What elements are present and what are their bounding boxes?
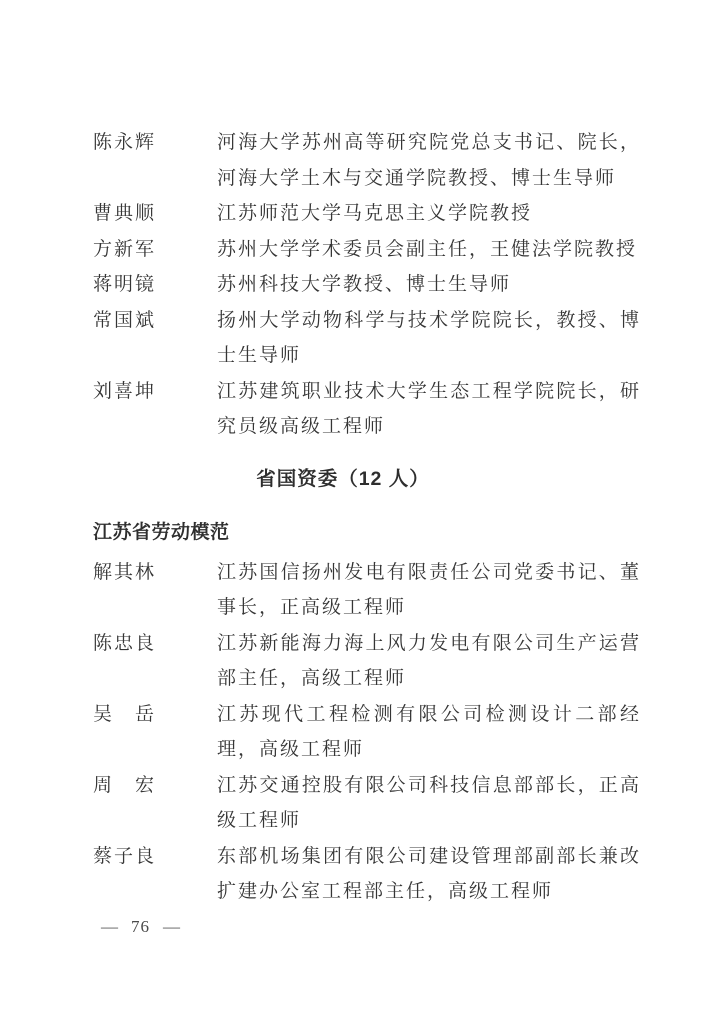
- person-name: 陈永辉: [93, 132, 157, 153]
- list-item: [93, 768, 641, 839]
- person-name: 蒋明镜: [93, 274, 157, 295]
- list-item: [93, 196, 641, 232]
- list-item: [93, 697, 641, 768]
- person-name: 刘喜坤: [93, 380, 157, 402]
- person-title: 河海大学苏州高等研究院党总支书记、院长，河海大学土木与交通学院教授、博士生导师: [217, 132, 641, 189]
- person-name: 方新军: [93, 238, 157, 260]
- page-content: [93, 125, 641, 910]
- person-title: 苏州科技大学教授、博士生导师: [217, 274, 512, 295]
- list-item: [93, 232, 641, 268]
- person-title: 扬州大学动物科学与技术学院院长，教授、博士生导师: [217, 309, 641, 366]
- person-name: 周 宏: [93, 774, 157, 796]
- person-name: 陈忠良: [93, 632, 157, 654]
- person-title: 江苏建筑职业技术大学生态工程学院院长，研究员级高级工程师: [217, 380, 641, 437]
- footer-dash-right: —: [163, 917, 180, 936]
- person-title: 苏州大学学术委员会副主任，王健法学院教授: [217, 238, 638, 260]
- person-title: 东部机场集团有限公司建设管理部副部长兼改扩建办公室工程部主任，高级工程师: [217, 845, 641, 902]
- honoree-list-1: [93, 125, 641, 445]
- person-title: 江苏新能海力海上风力发电有限公司生产运营部主任，高级工程师: [217, 632, 641, 689]
- person-name: 蔡子良: [93, 845, 157, 867]
- list-item: [93, 839, 641, 910]
- section-heading: 省国资委（12 人）: [256, 467, 430, 490]
- person-name: 吴 岳: [93, 703, 157, 725]
- list-item: [93, 125, 641, 196]
- list-item: [93, 555, 641, 626]
- page-footer: [101, 915, 180, 939]
- person-name: 曹典顺: [93, 203, 157, 224]
- person-name: 常国斌: [93, 309, 157, 331]
- list-item: [93, 374, 641, 445]
- person-title: 江苏现代工程检测有限公司检测设计二部经理，高级工程师: [217, 703, 641, 760]
- person-title: 江苏国信扬州发电有限责任公司党委书记、董事长，正高级工程师: [217, 561, 641, 618]
- list-item: [93, 303, 641, 374]
- sub-heading: 江苏省劳动模范: [93, 522, 230, 543]
- person-name: 解其林: [93, 561, 157, 583]
- person-title: 江苏师范大学马克思主义学院教授: [217, 203, 533, 224]
- page-number: 76: [131, 917, 150, 936]
- honoree-list-2: [93, 555, 641, 910]
- footer-dash-left: —: [101, 917, 118, 936]
- person-title: 江苏交通控股有限公司科技信息部部长，正高级工程师: [217, 774, 641, 831]
- list-item: [93, 626, 641, 697]
- list-item: [93, 267, 641, 303]
